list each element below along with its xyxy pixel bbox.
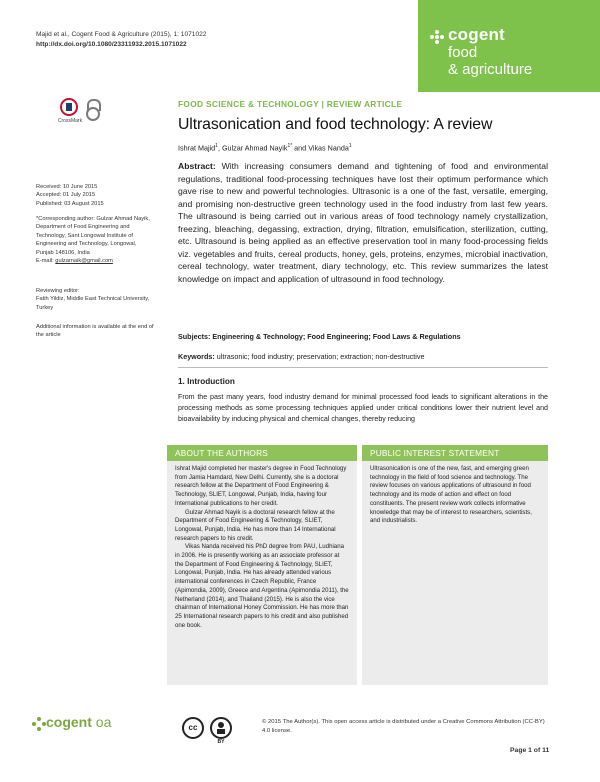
public-interest-body: Ultrasonication is one of the new, fast, and emerging green technology in the field of food science and technology. The review focuses on various applications of ultrasound in food technology and its mode of action and effect on food constituents. The present review work collects informative knowledge that may be of interest to researchers, scientists, and industrialists. xyxy=(370,465,532,525)
crossmark-label: CrossMark xyxy=(57,118,83,124)
intro-text: From the past many years, food industry demand for minimal processed food leads to significant alterations in the processing methods as some processing techniques applied under critical conditions lower their nutrient level and bioavailability by inducing physical and chemical changes, thereby reducing xyxy=(178,393,548,424)
brand-line-1: food xyxy=(448,44,478,61)
abstract xyxy=(178,160,548,285)
cogent-dots-icon xyxy=(430,30,444,44)
email-link[interactable]: gulzarnaik@gmail.com xyxy=(55,258,113,265)
corresponding-text: *Corresponding author: Gulzar Ahmad Nayik, Department of Food Engineering and Technology, Sant Longowal Institute of Engineering and Technology, Longowal, Punjab 148106, India xyxy=(36,216,150,256)
journal-brand xyxy=(418,0,600,92)
cc-by-license-icon[interactable] xyxy=(182,717,254,743)
public-interest-box xyxy=(362,445,548,685)
author-separator: and xyxy=(292,143,309,153)
crossmark-icon[interactable] xyxy=(57,98,83,128)
article-title: Ultrasonication and food technology: A review xyxy=(178,116,493,133)
brand-name: cogent xyxy=(448,25,505,44)
by-person-icon xyxy=(210,717,232,739)
keywords xyxy=(178,352,425,361)
author-list xyxy=(178,143,352,152)
keywords-label: Keywords: xyxy=(178,352,215,361)
cogent-oa-dots-icon xyxy=(32,717,46,731)
article-dates xyxy=(36,183,154,208)
author-separator: , xyxy=(217,143,222,153)
citation-line: Majid et al., Cogent Food & Agriculture (2015), 1: 1071022 xyxy=(36,31,207,38)
citation-block xyxy=(36,30,206,50)
logo-suffix: oa xyxy=(95,714,112,730)
accepted-date: Accepted: 01 July 2015 xyxy=(36,192,96,199)
reviewing-editor-name: Fatih Yildiz, Middle East Technical University, Turkey xyxy=(36,296,150,311)
reviewing-editor xyxy=(36,287,154,312)
by-label: BY xyxy=(217,739,225,745)
section-divider xyxy=(178,367,548,368)
email-line xyxy=(36,257,154,265)
open-access-icon xyxy=(86,99,100,121)
published-date: Published: 03 August 2015 xyxy=(36,200,104,207)
email-label: E-mail: xyxy=(36,258,56,265)
author-bio: Gulzar Ahmad Nayik is a doctoral research fellow at the Department of Food Engineering & Technology, SLIET, Longowal, Punjab, India. He has more than 14 International research papers to his credit. xyxy=(175,508,336,542)
author-affiliation: 1 xyxy=(215,143,218,149)
corresponding-author xyxy=(36,215,154,265)
doi-link[interactable]: http://dx.doi.org/10.1080/23311932.2015.1071022 xyxy=(36,41,187,48)
about-authors-heading: ABOUT THE AUTHORS xyxy=(167,445,357,461)
brand-subtitle xyxy=(448,44,532,78)
abstract-label: Abstract: xyxy=(178,161,216,171)
article-category: FOOD SCIENCE & TECHNOLOGY | REVIEW ARTICLE xyxy=(178,99,403,109)
author-affiliation: 1* xyxy=(287,143,293,149)
page-number: Page 1 of 11 xyxy=(510,747,550,754)
about-authors-body xyxy=(167,461,357,634)
brand-line-2: & agriculture xyxy=(448,61,533,78)
public-interest-heading: PUBLIC INTEREST STATEMENT xyxy=(362,445,548,461)
author-bio: Vikas Nanda received his PhD degree from PAU, Ludhiana in 2006. He is presently working as an associate professor at the Department of Food Engineering & Technology, SLIET, Longowal, Punjab, India. He has already attended various international conferences in Czech Republic, France (Apimondia, 2009), Greece and Argentina (Apimondia 2011), the Netherland (2014), and Thailand (2015). He is also the vice chairman of International Honey Commission. He has more than 25 International research papers to his credit and also published one book. xyxy=(175,543,349,629)
abstract-text: With increasing consumers demand and tightening of food and environmental regulations, traditional food-processing techniques have lost their optimum performance which gave rise to new and powerful technologies. Ultrasonic is a one of the fast, versatile, emerging, and promising non-destructive green technology used in the food industry from last few years. The ultrasound is being carried out in various areas of food technology namely crystallization, freezing, bleaching, degassing, extraction, drying, filtration, emulsification, sterilization, cutting, etc. Ultrasound is being applied as an effective preservation tool in many food-processing fields viz. vegetables and fruits, cereal products, honey, gels, proteins, enzymes, microbial inactivation, cereal technology, water treatment, diary technology, etc. This review summarizes the latest knowledge on impact and application of ultrasound in food technology. xyxy=(178,161,548,284)
author-name[interactable]: Gulzar Ahmad Nayik xyxy=(221,143,288,153)
received-date: Received: 10 June 2015 xyxy=(36,184,98,190)
cc-icon: cc xyxy=(182,717,204,739)
about-authors-box xyxy=(167,445,357,685)
reviewing-label: Reviewing editor: xyxy=(36,288,80,294)
logo-text: cogent xyxy=(46,714,92,730)
author-bio: Ishrat Majid completed her master's degree in Food Technology from Jamia Hamdard, New Delhi. Currently, she is a doctoral research fellow at the Department of Food Engineering & Technology, SLIET, Longowal, Punjab, India, having four International publications to her credit. xyxy=(175,465,347,507)
author-name[interactable]: Vikas Nanda xyxy=(308,143,349,153)
author-affiliation: 1 xyxy=(348,143,352,149)
intro-heading: 1. Introduction xyxy=(178,377,235,386)
keywords-text: ultrasonic; food industry; preservation; extraction; non-destructive xyxy=(214,352,425,361)
cogent-oa-logo[interactable] xyxy=(46,714,111,730)
additional-info: Additional information is available at the end of the article xyxy=(36,324,154,339)
license-statement: © 2015 The Author(s). This open access article is distributed under a Creative Commons Attribution (CC-BY) 4.0 license. xyxy=(262,719,545,734)
author-name[interactable]: Ishrat Majid xyxy=(178,143,216,153)
subjects: Subjects: Engineering & Technology; Food Engineering; Food Laws & Regulations xyxy=(178,332,461,341)
